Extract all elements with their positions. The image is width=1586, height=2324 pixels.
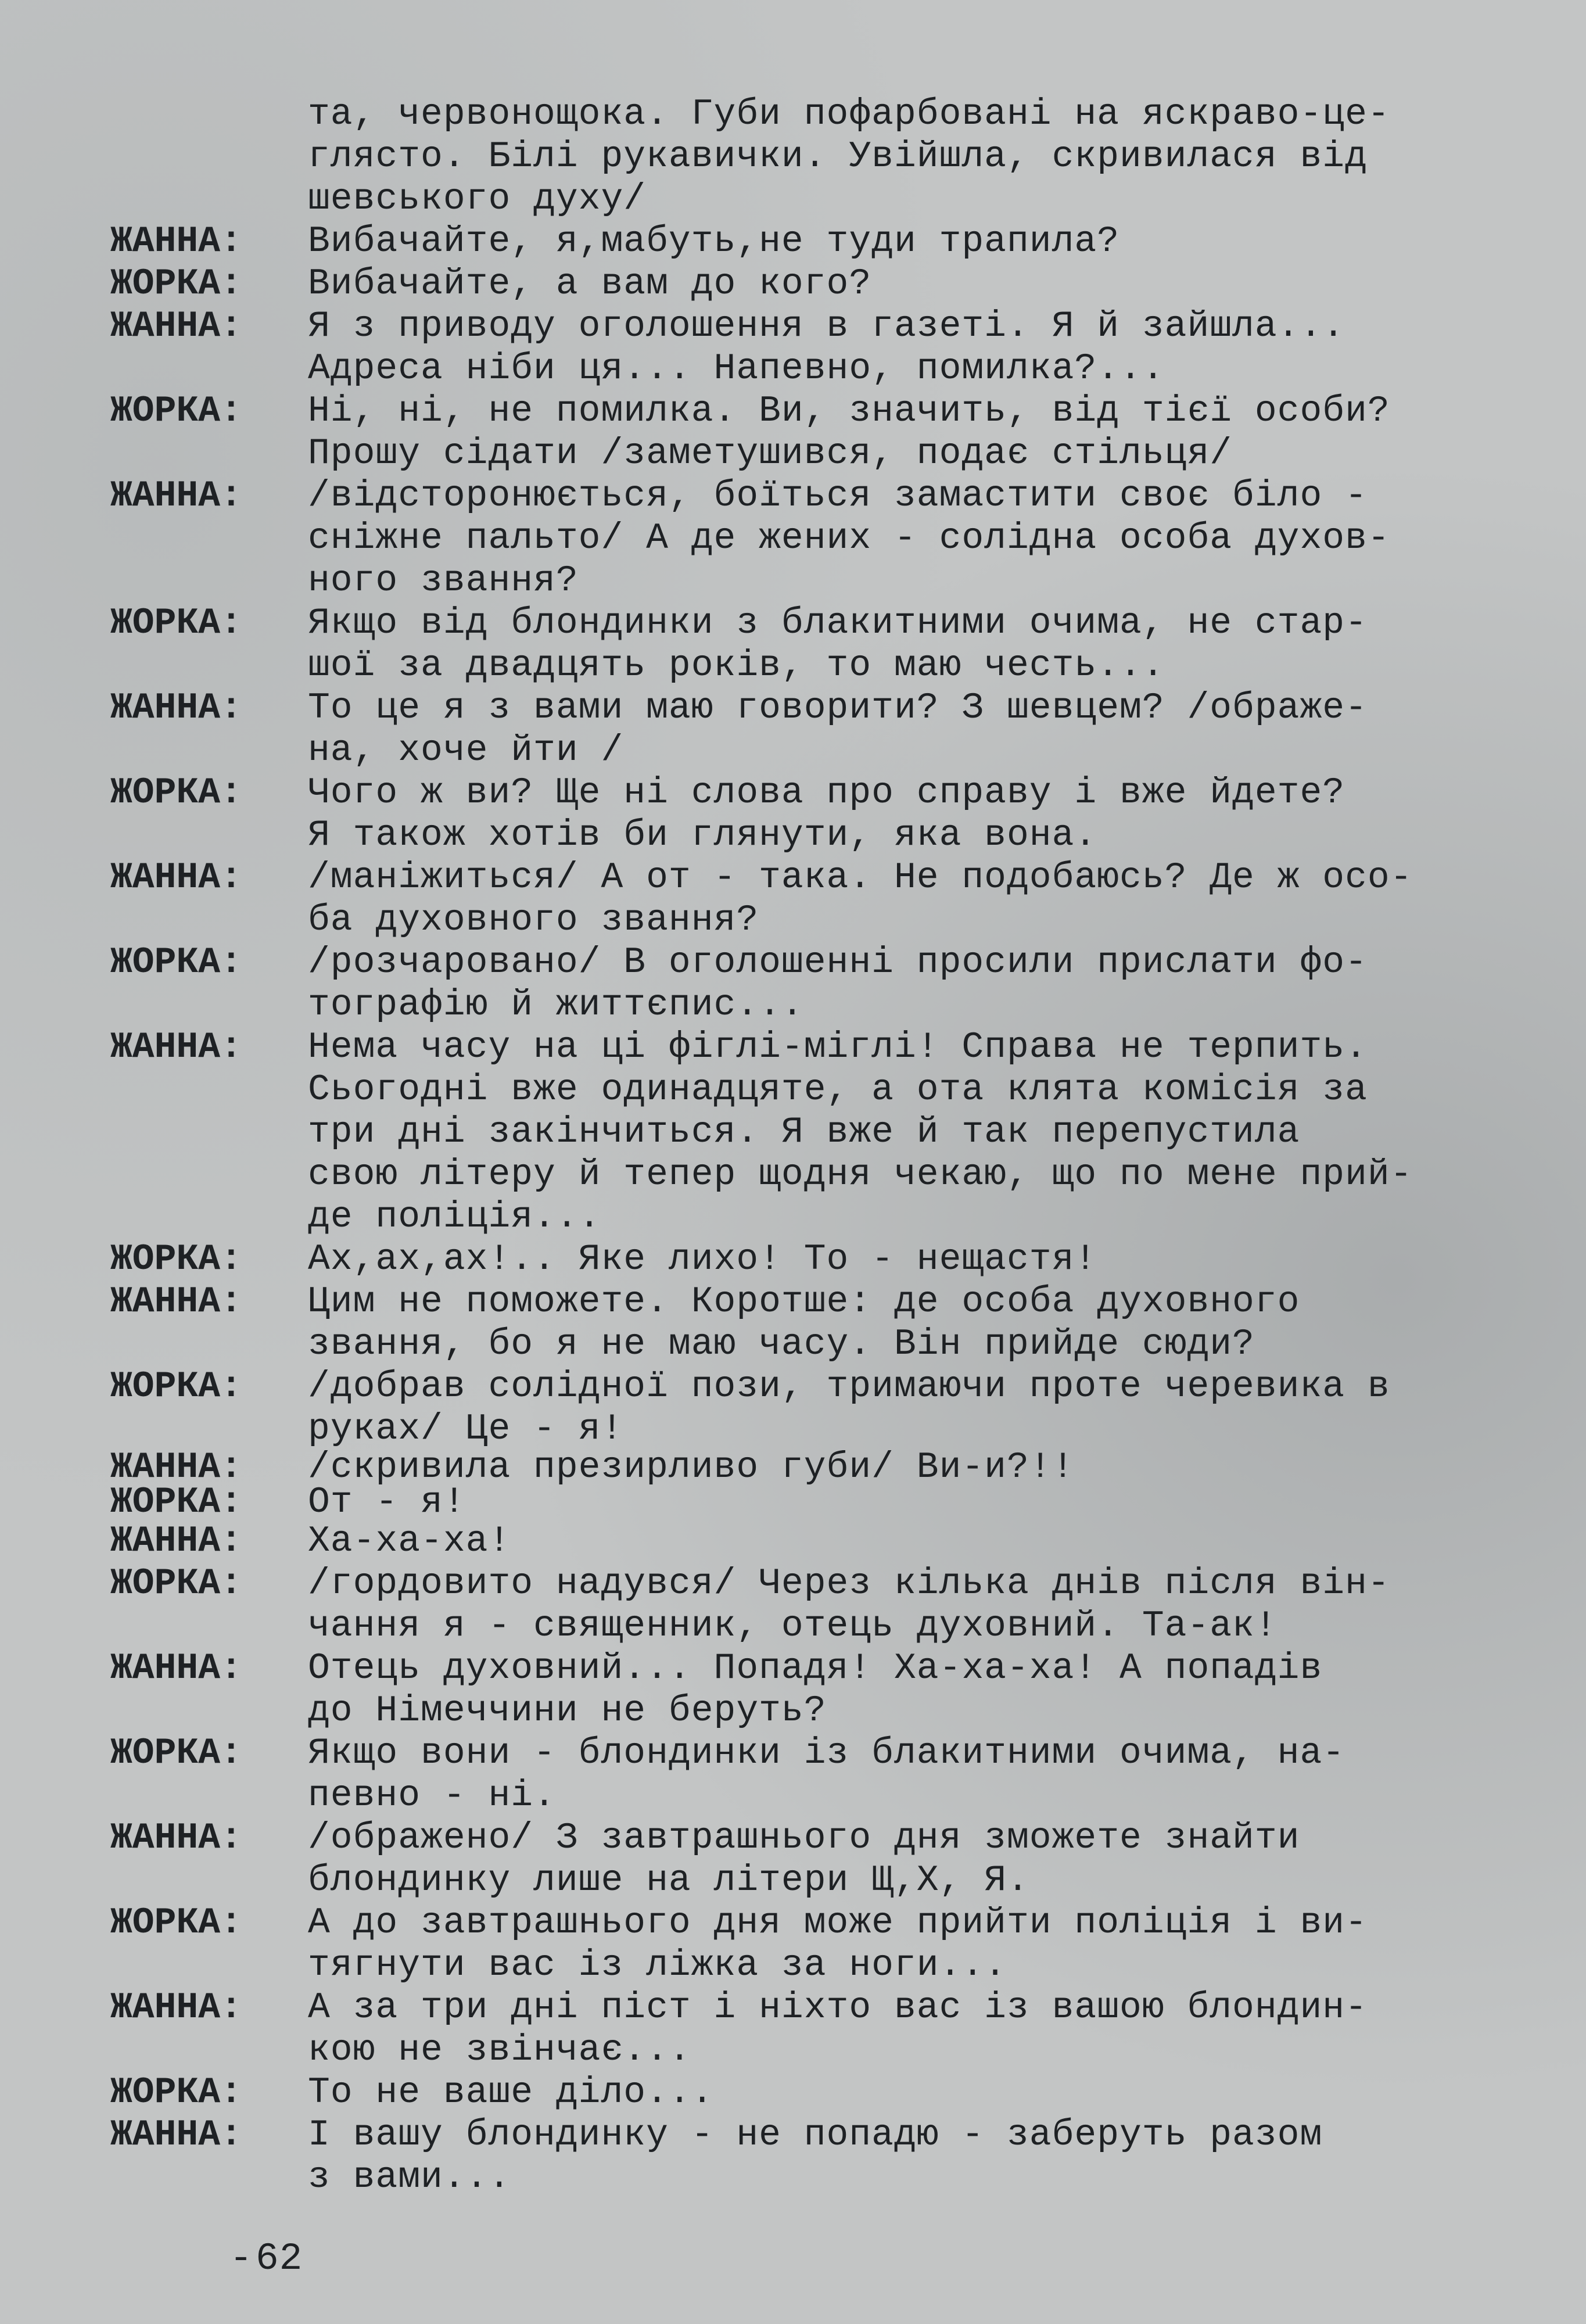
speaker-label: ЖАННА: (110, 221, 242, 262)
line-text: То не ваше діло... (308, 2072, 714, 2113)
speaker-label: ЖОРКА: (110, 390, 242, 432)
dialogue-line (110, 602, 1540, 644)
line-text: чання я - священник, отець духовний. Та-ак! (308, 1605, 1278, 1647)
speaker-label: ЖОРКА: (110, 2072, 242, 2113)
dialogue-line (110, 644, 1540, 687)
line-text: тягнути вас із ліжка за ноги... (308, 1945, 1007, 1986)
line-text: /ображено/ З завтрашнього дня зможете знайти (308, 1817, 1300, 1859)
speaker-label: ЖАННА: (110, 2114, 242, 2156)
dialogue-lines (110, 93, 1540, 2199)
line-text: І вашу блондинку - не попадю - заберуть разом (308, 2114, 1323, 2156)
line-text: та, червонощока. Губи пофарбовані на яскраво-це- (308, 94, 1390, 135)
speaker-label: ЖОРКА: (110, 772, 242, 813)
speaker-label: ЖАННА: (110, 857, 242, 898)
speaker-label: ЖАННА: (110, 1027, 242, 1068)
dialogue-line (110, 1986, 1540, 2029)
dialogue-line (110, 347, 1540, 390)
dialogue-line (110, 1520, 1540, 1562)
speaker-label: ЖАННА: (110, 1520, 242, 1562)
line-text: Якщо вони - блондинки із блакитними очима, на- (308, 1733, 1345, 1774)
line-text: То це я з вами маю говорити? З шевцем? /ображе- (308, 687, 1368, 729)
line-text: з вами... (308, 2157, 511, 2198)
dialogue-line (110, 1774, 1540, 1817)
line-text: свою літеру й тепер щодня чекаю, що по мене прий- (308, 1154, 1413, 1195)
dialogue-line (110, 2156, 1540, 2199)
speaker-label: ЖАННА: (110, 1281, 242, 1322)
speaker-label: ЖАННА: (110, 1817, 242, 1859)
dialogue-line (110, 135, 1540, 178)
speaker-label: ЖОРКА: (110, 1366, 242, 1407)
line-text: Адреса ніби ця... Напевно, помилка?... (308, 348, 1165, 389)
speaker-label: ЖОРКА: (110, 602, 242, 644)
line-text: три дні закінчиться. Я вже й так перепустила (308, 1111, 1300, 1153)
dialogue-line (110, 1153, 1540, 1196)
dialogue-line (110, 1365, 1540, 1408)
speaker-label: ЖОРКА: (110, 1733, 242, 1774)
dialogue-line (110, 1196, 1540, 1238)
line-text: глясто. Білі рукавички. Увійшла, скривилася від (308, 136, 1368, 177)
speaker-label: ЖОРКА: (110, 942, 242, 983)
dialogue-line (110, 2071, 1540, 2114)
dialogue-line (110, 1647, 1540, 1690)
dialogue-line (110, 2114, 1540, 2156)
dialogue-line (110, 729, 1540, 772)
dialogue-line (110, 1408, 1540, 1450)
line-text: ба духовного звання? (308, 899, 759, 941)
dialogue-line (110, 1482, 1540, 1523)
line-text: певно - ні. (308, 1775, 556, 1816)
dialogue-line (110, 1447, 1540, 1488)
line-text: /відсторонюється, боїться замастити своє біло - (308, 475, 1368, 517)
line-text: Ах,ах,ах!.. Яке лихо! То - нещастя! (308, 1239, 1097, 1280)
line-text: /маніжиться/ А от - така. Не подобаюсь? Де ж осо- (308, 857, 1413, 898)
line-text: Я також хотів би глянути, яка вона. (308, 815, 1097, 856)
dialogue-line (110, 1238, 1540, 1281)
speaker-label: ЖОРКА: (110, 1563, 242, 1604)
dialogue-line (110, 1111, 1540, 1153)
dialogue-line (110, 220, 1540, 263)
line-text: до Німеччини не беруть? (308, 1690, 827, 1731)
dialogue-line (110, 305, 1540, 347)
dialogue-line (110, 941, 1540, 984)
speaker-label: ЖАННА: (110, 1648, 242, 1689)
line-text: ного звання? (308, 560, 579, 601)
dialogue-line (110, 390, 1540, 432)
dialogue-line (110, 560, 1540, 602)
dialogue-line (110, 1068, 1540, 1111)
line-text: /розчаровано/ В оголошенні просили прислати фо- (308, 942, 1368, 983)
dialogue-line (110, 899, 1540, 941)
line-text: Цим не поможете. Коротше: де особа духовного (308, 1281, 1300, 1322)
dialogue-line (110, 1732, 1540, 1774)
dialogue-line (110, 1859, 1540, 1902)
line-text: Я з приводу оголошення в газеті. Я й зайшла... (308, 306, 1345, 347)
line-text: От - я! (308, 1485, 466, 1520)
dialogue-line (110, 1690, 1540, 1732)
line-text: Прошу сідати /заметушився, подає стільця/ (308, 433, 1233, 474)
dialogue-line (110, 475, 1540, 517)
dialogue-line (110, 1902, 1540, 1944)
line-text: на, хоче йти / (308, 730, 624, 771)
line-text: А до завтрашнього дня може прийти поліція і ви- (308, 1902, 1368, 1943)
line-text: Чого ж ви? Ще ні слова про справу і вже йдете? (308, 772, 1345, 813)
line-text: Сьогодні вже одинадцяте, а ота клята комісія за (308, 1069, 1368, 1110)
line-text: Якщо від блондинки з блакитними очима, не стар- (308, 602, 1368, 644)
dialogue-line (110, 432, 1540, 475)
line-text: шевського духу/ (308, 178, 647, 220)
speaker-label: ЖАННА: (110, 1447, 242, 1488)
speaker-label: ЖАННА: (110, 687, 242, 729)
speaker-label: ЖАННА: (110, 1987, 242, 2028)
dialogue-line (110, 93, 1540, 135)
line-text: Ні, ні, не помилка. Ви, значить, від тієї особи? (308, 390, 1390, 432)
line-text: А за три дні піст і ніхто вас із вашою блондин- (308, 1987, 1368, 2028)
dialogue-line (110, 772, 1540, 814)
line-text: кою не звінчає... (308, 2029, 691, 2071)
line-text: де поліція... (308, 1196, 601, 1238)
line-text: шої за двадцять років, то маю честь... (308, 645, 1165, 686)
dialogue-line (110, 856, 1540, 899)
line-text: /гордовито надувся/ Через кілька днів після він- (308, 1563, 1390, 1604)
speaker-label: ЖОРКА: (110, 1902, 242, 1943)
line-text: тографію й життєпис... (308, 984, 804, 1025)
line-text: руках/ Це - я! (308, 1408, 624, 1450)
dialogue-line (110, 1026, 1540, 1068)
line-text: /скривила презирливо губи/ Ви-и?!! (308, 1450, 1075, 1485)
page-number-dash: - (229, 2237, 253, 2280)
dialogue-line (110, 1944, 1540, 1986)
page-number: 62 (256, 2237, 303, 2280)
dialogue-line (110, 1323, 1540, 1365)
line-text: Нема часу на ці фіглі-міглі! Справа не терпить. (308, 1027, 1368, 1068)
line-text: /добрав солідної пози, тримаючи проте черевика в (308, 1366, 1390, 1407)
speaker-label: ЖОРКА: (110, 1239, 242, 1280)
dialogue-line (110, 1281, 1540, 1323)
speaker-label: ЖАННА: (110, 475, 242, 517)
line-text: Вибачайте, а вам до кого? (308, 263, 872, 304)
speaker-label: ЖОРКА: (110, 263, 242, 304)
line-text: блондинку лише на літери Щ,Х, Я. (308, 1860, 1029, 1901)
dialogue-line (110, 687, 1540, 729)
dialogue-line (110, 517, 1540, 560)
line-text: звання, бо я не маю часу. Він прийде сюди? (308, 1324, 1255, 1365)
speaker-label: ЖОРКА: (110, 1482, 242, 1523)
line-text: Ха-ха-ха! (308, 1520, 511, 1562)
dialogue-line (110, 2029, 1540, 2071)
dialogue-line (110, 1562, 1540, 1605)
dialogue-line (110, 1817, 1540, 1859)
dialogue-line (110, 1605, 1540, 1647)
line-text: Вибачайте, я,мабуть,не туди трапила? (308, 221, 1120, 262)
dialogue-line (110, 984, 1540, 1026)
dialogue-line (110, 178, 1540, 220)
dialogue-line (110, 814, 1540, 856)
dialogue-line (110, 263, 1540, 305)
line-text: Отець духовний... Попадя! Ха-ха-ха! А попадів (308, 1648, 1323, 1689)
speaker-label: ЖАННА: (110, 306, 242, 347)
line-text: сніжне пальто/ А де жених - солідна особа духов- (308, 518, 1390, 559)
